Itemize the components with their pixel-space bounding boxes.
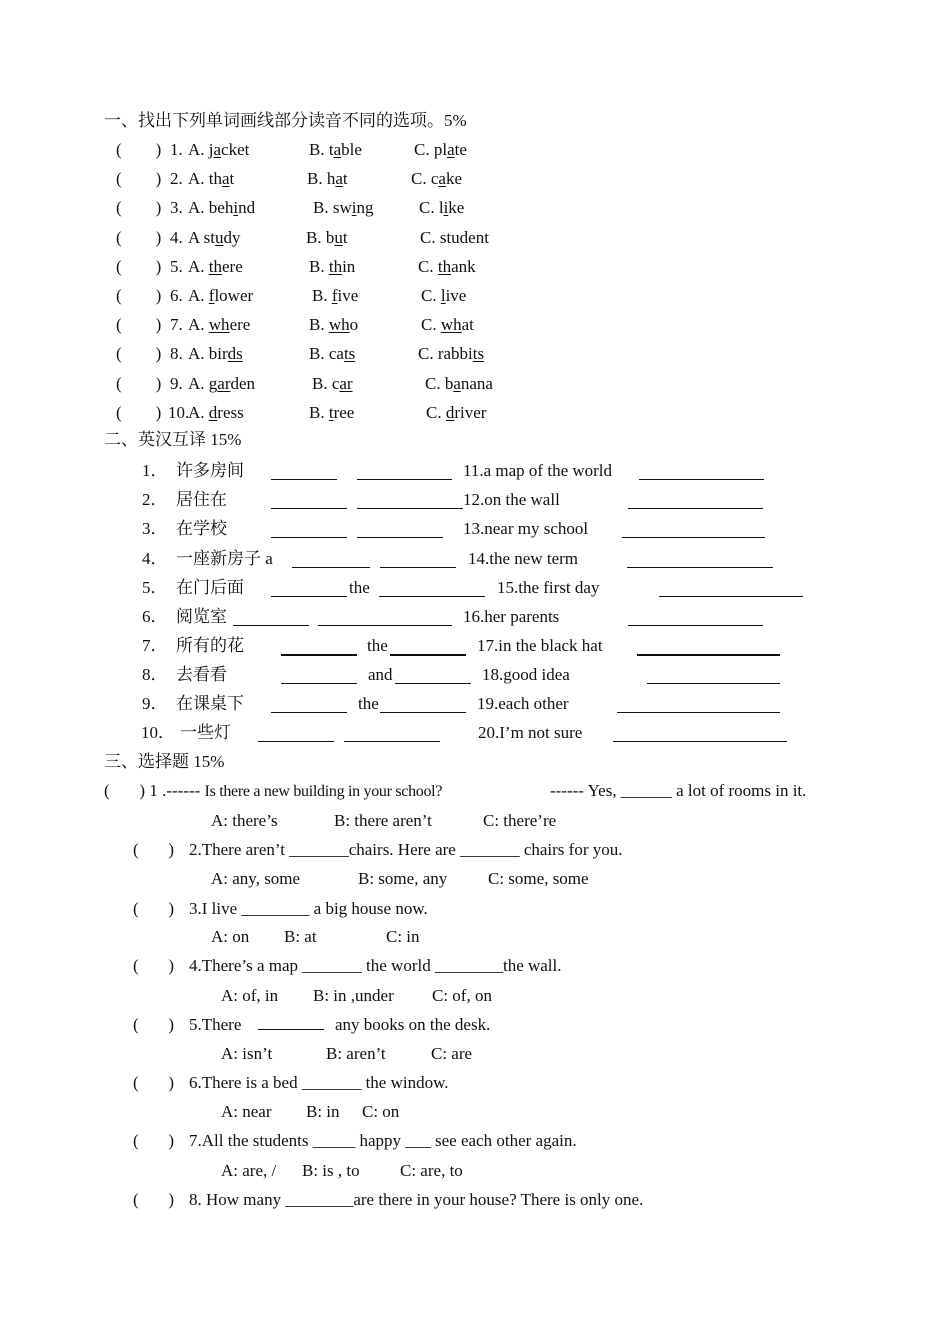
answer-paren[interactable]: ( ) xyxy=(133,840,175,859)
question-5-blank[interactable] xyxy=(258,1015,324,1035)
q2-option-b[interactable]: B: some, any xyxy=(358,869,448,888)
option-a[interactable] xyxy=(188,198,255,218)
option-text: A. g xyxy=(188,374,218,393)
answer-paren[interactable]: ( ) xyxy=(116,374,162,393)
option-text: ere xyxy=(222,257,243,276)
chinese-phrase: 所有的花 xyxy=(176,636,244,655)
answer-paren[interactable]: ( ) xyxy=(133,1131,175,1150)
translation-row xyxy=(0,519,950,539)
underlined-letters: a xyxy=(333,140,342,159)
option-text: nana xyxy=(460,374,493,393)
option-text: ke xyxy=(448,198,465,217)
answer-paren[interactable]: ( ) xyxy=(116,140,162,159)
underlined-letters: ts xyxy=(472,344,485,363)
option-text: C. c xyxy=(411,169,439,188)
answer-blank[interactable] xyxy=(281,640,357,656)
option-text: in xyxy=(342,257,356,276)
item-number: 6． xyxy=(142,607,168,626)
option-c[interactable] xyxy=(419,198,464,218)
answer-paren[interactable]: ( ) xyxy=(133,1190,175,1209)
option-b[interactable] xyxy=(306,228,348,248)
answer-blank[interactable] xyxy=(659,582,803,597)
q6-option-b[interactable]: B: in xyxy=(306,1102,340,1121)
option-c[interactable] xyxy=(420,228,489,248)
option-text: ive xyxy=(445,286,467,305)
option-c[interactable] xyxy=(418,344,484,364)
option-text: C. rabbi xyxy=(418,344,473,363)
option-text: B. xyxy=(312,286,332,305)
answer-paren[interactable]: ( ) xyxy=(116,286,162,305)
english-phrase: 17.in the black hat xyxy=(477,636,603,655)
item-number: 9． xyxy=(142,694,168,713)
answer-blank[interactable] xyxy=(390,640,466,656)
question-2-text: 2.There aren’t _______chairs. Here are _______ chairs for you. xyxy=(189,840,623,859)
underlined-letters: wh xyxy=(328,315,350,334)
option-text: ree xyxy=(333,403,355,422)
option-text: B. t xyxy=(309,140,334,159)
underlined-letters: th xyxy=(208,257,223,276)
question-number: 10. xyxy=(168,403,190,422)
item-number: 8． xyxy=(142,665,168,684)
underlined-letters: a xyxy=(222,169,230,188)
option-c[interactable] xyxy=(421,286,466,306)
answer-blank[interactable] xyxy=(271,494,347,509)
phrase-word: and xyxy=(368,665,393,684)
question-number: 7. xyxy=(170,315,183,334)
answer-blank[interactable] xyxy=(292,553,370,568)
phonics-row xyxy=(0,344,950,364)
option-text: lower xyxy=(214,286,254,305)
chinese-phrase: 居住在 xyxy=(176,490,227,509)
answer-blank[interactable] xyxy=(318,611,452,626)
option-c[interactable] xyxy=(425,374,493,394)
english-phrase: 16.her parents xyxy=(463,607,560,626)
answer-paren[interactable]: ( ) xyxy=(133,1015,175,1034)
answer-blank[interactable] xyxy=(637,640,780,656)
option-text: A. xyxy=(188,257,209,276)
option-a[interactable] xyxy=(188,140,249,160)
question-6-text: 6.There is a bed _______ the window. xyxy=(189,1073,449,1092)
answer-blank[interactable] xyxy=(271,582,347,597)
underlined-letters: a xyxy=(447,140,455,159)
answer-paren[interactable]: ( ) xyxy=(133,1073,175,1092)
answer-blank[interactable] xyxy=(357,523,443,538)
answer-blank[interactable] xyxy=(647,669,780,684)
q6-option-a[interactable]: A: near xyxy=(221,1102,272,1121)
item-number: 5． xyxy=(142,578,168,597)
chinese-phrase: 阅览室 xyxy=(176,607,227,626)
chinese-phrase: 在门后面 xyxy=(176,578,244,597)
underlined-letters: a xyxy=(438,169,446,188)
q4-option-b[interactable]: B: in ,under xyxy=(313,986,394,1005)
answer-blank[interactable] xyxy=(258,727,334,742)
answer-paren[interactable]: ( ) xyxy=(116,257,162,276)
option-text: river xyxy=(454,403,487,422)
question-1-answer: ------ Yes, ______ a lot of rooms in it. xyxy=(550,781,807,800)
item-number: 3． xyxy=(142,519,168,538)
english-phrase: 11.a map of the world xyxy=(463,461,613,480)
option-text: B. xyxy=(309,403,329,422)
underlined-letters: ts xyxy=(343,344,356,363)
answer-blank[interactable] xyxy=(357,494,463,509)
section3-title: 三、选择题 15% xyxy=(104,752,225,771)
q2-option-a[interactable]: A: any, some xyxy=(211,869,301,888)
q5-option-a[interactable]: A: isn’t xyxy=(221,1044,273,1063)
q1-option-a[interactable]: A: there’s xyxy=(211,811,278,830)
q2-option-c[interactable]: C: some, some xyxy=(488,869,589,888)
answer-blank[interactable] xyxy=(628,611,763,626)
english-phrase: 19.each other xyxy=(477,694,569,713)
option-a[interactable] xyxy=(188,374,255,394)
question-7-text: 7.All the students _____ happy ___ see each other again. xyxy=(189,1131,577,1150)
option-a[interactable] xyxy=(188,286,253,306)
phrase-word: the xyxy=(367,636,388,655)
option-b[interactable] xyxy=(312,286,358,306)
option-text: o xyxy=(349,315,359,334)
item-number: 1． xyxy=(142,461,168,480)
question-1-number: 1 .------ xyxy=(149,781,201,800)
underlined-letters: f xyxy=(208,286,215,305)
q7-option-a[interactable]: A: are, / xyxy=(221,1161,277,1180)
chinese-phrase: 许多房间 xyxy=(176,461,244,480)
answer-blank[interactable] xyxy=(271,523,347,538)
option-text: A. th xyxy=(188,169,222,188)
answer-paren[interactable]: ( ) xyxy=(116,315,162,334)
underlined-letters: a xyxy=(213,140,222,159)
underlined-letters: d xyxy=(208,403,218,422)
phonics-row xyxy=(0,403,950,423)
question-number: 5. xyxy=(170,257,183,276)
section2-title: 二、英汉互译 15% xyxy=(104,430,242,449)
question-number: 2. xyxy=(170,169,183,188)
q7-option-b[interactable]: B: is , to xyxy=(302,1161,360,1180)
option-text: C. l xyxy=(419,198,444,217)
option-c[interactable] xyxy=(414,140,467,160)
option-b[interactable] xyxy=(309,344,355,364)
question-5-text-end: any books on the desk. xyxy=(335,1015,491,1034)
option-text: ive xyxy=(337,286,359,305)
option-a[interactable] xyxy=(188,169,234,189)
underlined-letters: t xyxy=(328,403,334,422)
item-number: 4． xyxy=(142,549,168,568)
question-1-text: Is there a new building in your school? xyxy=(204,783,443,800)
option-text: A. xyxy=(188,315,209,334)
question-3-text: 3.I live ________ a big house now. xyxy=(189,899,428,918)
english-phrase: 14.the new term xyxy=(468,549,578,568)
question-number: 9. xyxy=(170,374,183,393)
q5-option-c[interactable]: C: are xyxy=(431,1044,473,1063)
underlined-letters: wh xyxy=(208,315,230,334)
english-phrase: 13.near my school xyxy=(463,519,589,538)
option-text: den xyxy=(230,374,256,393)
option-text: ng xyxy=(356,198,374,217)
chinese-phrase: 在课桌下 xyxy=(176,694,244,713)
item-number: 7． xyxy=(142,636,168,655)
translation-row xyxy=(0,636,950,656)
translation-row xyxy=(0,461,950,481)
answer-blank[interactable] xyxy=(613,727,787,742)
option-c[interactable] xyxy=(426,403,486,423)
option-text: B. h xyxy=(307,169,336,188)
option-text: A. xyxy=(188,286,209,305)
underlined-letters: a xyxy=(453,374,461,393)
underlined-letters: d xyxy=(445,403,455,422)
option-a[interactable] xyxy=(188,315,250,335)
answer-blank[interactable] xyxy=(357,465,452,480)
option-text: C. b xyxy=(425,374,454,393)
answer-paren[interactable]: ( ) xyxy=(104,781,146,800)
answer-blank[interactable] xyxy=(379,582,485,597)
q7-option-c[interactable]: C: are, to xyxy=(400,1161,463,1180)
translation-row xyxy=(0,607,950,627)
q1-option-c[interactable]: C: there’re xyxy=(483,811,557,830)
underlined-letters: ds xyxy=(227,344,243,363)
answer-blank[interactable] xyxy=(395,669,471,684)
chinese-phrase: 一些灯 xyxy=(180,723,231,742)
english-phrase: 15.the first day xyxy=(497,578,600,597)
option-b[interactable] xyxy=(309,403,354,423)
option-text: B. ca xyxy=(309,344,344,363)
option-b[interactable] xyxy=(309,315,358,335)
phonics-row xyxy=(0,286,950,306)
chinese-phrase: 在学校 xyxy=(176,519,227,538)
answer-blank[interactable] xyxy=(628,494,763,509)
option-a[interactable] xyxy=(188,257,243,277)
q5-option-b[interactable]: B: aren’t xyxy=(326,1044,386,1063)
option-text: B. b xyxy=(306,228,335,247)
option-b[interactable] xyxy=(307,169,348,189)
phonics-row xyxy=(0,374,950,394)
option-text: t xyxy=(342,228,348,247)
phonics-row xyxy=(0,228,950,248)
option-text: ble xyxy=(341,140,362,159)
underlined-letters: u xyxy=(334,228,343,247)
option-text: B. xyxy=(309,257,329,276)
option-a[interactable] xyxy=(188,344,243,364)
underlined-letters: th xyxy=(328,257,343,276)
answer-blank[interactable] xyxy=(271,698,347,713)
option-text: C. pl xyxy=(414,140,448,159)
question-4-text: 4.There’s a map _______ the world ________the wall. xyxy=(189,956,562,975)
translation-row xyxy=(0,723,950,743)
option-text: t xyxy=(229,169,235,188)
question-number: 1. xyxy=(170,140,183,159)
section1-title: 一、找出下列单词画线部分读音不同的选项。5% xyxy=(104,111,467,130)
item-number: 2． xyxy=(142,490,168,509)
option-a[interactable] xyxy=(188,403,244,423)
answer-blank[interactable] xyxy=(380,698,466,713)
item-number: 10． xyxy=(141,723,175,742)
question-1 xyxy=(104,781,442,802)
option-text: A. xyxy=(188,403,209,422)
underlined-letters: i xyxy=(351,198,357,217)
answer-blank[interactable] xyxy=(271,465,337,480)
option-text: B. sw xyxy=(313,198,352,217)
option-b[interactable] xyxy=(309,257,355,277)
phonics-row xyxy=(0,140,950,160)
underlined-letters: f xyxy=(331,286,338,305)
option-text: cket xyxy=(221,140,250,159)
option-text: B. c xyxy=(312,374,340,393)
option-text: ress xyxy=(217,403,244,422)
option-c[interactable] xyxy=(421,315,474,335)
q4-option-a[interactable]: A: of, in xyxy=(221,986,279,1005)
q1-option-b[interactable]: B: there aren’t xyxy=(334,811,432,830)
underlined-letters: a xyxy=(335,169,343,188)
q6-option-c[interactable]: C: on xyxy=(362,1102,400,1121)
answer-blank[interactable] xyxy=(233,611,309,626)
answer-paren[interactable]: ( ) xyxy=(133,956,175,975)
option-c[interactable] xyxy=(411,169,462,189)
answer-paren[interactable]: ( ) xyxy=(133,899,175,918)
question-8-text: 8. How many ________are there in your house? There is only one. xyxy=(189,1190,644,1209)
answer-paren[interactable]: ( ) xyxy=(116,403,162,422)
translation-row xyxy=(0,694,950,714)
question-number: 4. xyxy=(170,228,183,247)
underlined-letters: i xyxy=(233,198,239,217)
underlined-letters: i xyxy=(443,198,449,217)
option-text: ank xyxy=(451,257,476,276)
option-b[interactable] xyxy=(312,374,353,394)
option-text: A. bir xyxy=(188,344,228,363)
option-text: ere xyxy=(229,315,251,334)
answer-blank[interactable] xyxy=(380,553,456,568)
underlined-letters: ar xyxy=(217,374,231,393)
option-a[interactable] xyxy=(188,228,240,248)
option-text: at xyxy=(461,315,474,334)
option-text: ke xyxy=(445,169,462,188)
underlined-letters: wh xyxy=(440,315,462,334)
option-text: t xyxy=(342,169,348,188)
question-number: 8. xyxy=(170,344,183,363)
translation-row xyxy=(0,578,950,598)
answer-blank[interactable] xyxy=(627,553,773,568)
translation-row xyxy=(0,665,950,685)
option-text: nd xyxy=(238,198,256,217)
phonics-row xyxy=(0,257,950,277)
english-phrase: 18.good idea xyxy=(482,665,570,684)
option-text: A. beh xyxy=(188,198,234,217)
answer-blank[interactable] xyxy=(639,465,764,480)
option-text: C. xyxy=(421,315,441,334)
answer-blank[interactable] xyxy=(281,669,357,684)
answer-paren[interactable]: ( ) xyxy=(116,169,162,188)
phonics-row xyxy=(0,198,950,218)
answer-paren[interactable]: ( ) xyxy=(116,344,162,363)
question-5-text-start: 5.There xyxy=(189,1015,242,1034)
q3-option-c[interactable]: C: in xyxy=(386,927,420,946)
phrase-word: the xyxy=(349,578,370,597)
option-c[interactable] xyxy=(418,257,476,277)
translation-row xyxy=(0,490,950,510)
answer-paren[interactable]: ( ) xyxy=(116,228,162,247)
answer-blank[interactable] xyxy=(622,523,765,538)
underlined-letters: ar xyxy=(339,374,353,393)
chinese-phrase: 去看看 xyxy=(176,665,227,684)
phonics-row xyxy=(0,169,950,189)
option-text: C. xyxy=(418,257,438,276)
option-text: te xyxy=(454,140,467,159)
underlined-letters: l xyxy=(440,286,446,305)
option-text: C. xyxy=(426,403,446,422)
answer-blank[interactable] xyxy=(617,698,780,713)
option-text: A. j xyxy=(188,140,214,159)
question-number: 3. xyxy=(170,198,183,217)
option-b[interactable] xyxy=(313,198,373,218)
q3-option-b[interactable]: B: at xyxy=(284,927,317,946)
answer-blank[interactable] xyxy=(344,727,440,742)
underlined-letters: u xyxy=(214,228,224,247)
option-text: A st xyxy=(188,228,215,247)
option-text: dy xyxy=(223,228,241,247)
answer-paren[interactable]: ( ) xyxy=(116,198,162,217)
question-number: 6. xyxy=(170,286,183,305)
option-text: C. xyxy=(421,286,441,305)
underlined-letters: th xyxy=(437,257,452,276)
option-text: B. xyxy=(309,315,329,334)
option-b[interactable] xyxy=(309,140,362,160)
q3-option-a[interactable]: A: on xyxy=(211,927,250,946)
phonics-row xyxy=(0,315,950,335)
translation-row xyxy=(0,549,950,569)
option-text: C. student xyxy=(420,228,489,247)
english-phrase: 20.I’m not sure xyxy=(478,723,583,742)
q4-option-c[interactable]: C: of, on xyxy=(432,986,492,1005)
english-phrase: 12.on the wall xyxy=(463,490,560,509)
chinese-phrase: 一座新房子 a xyxy=(176,549,273,568)
phrase-word: the xyxy=(358,694,379,713)
